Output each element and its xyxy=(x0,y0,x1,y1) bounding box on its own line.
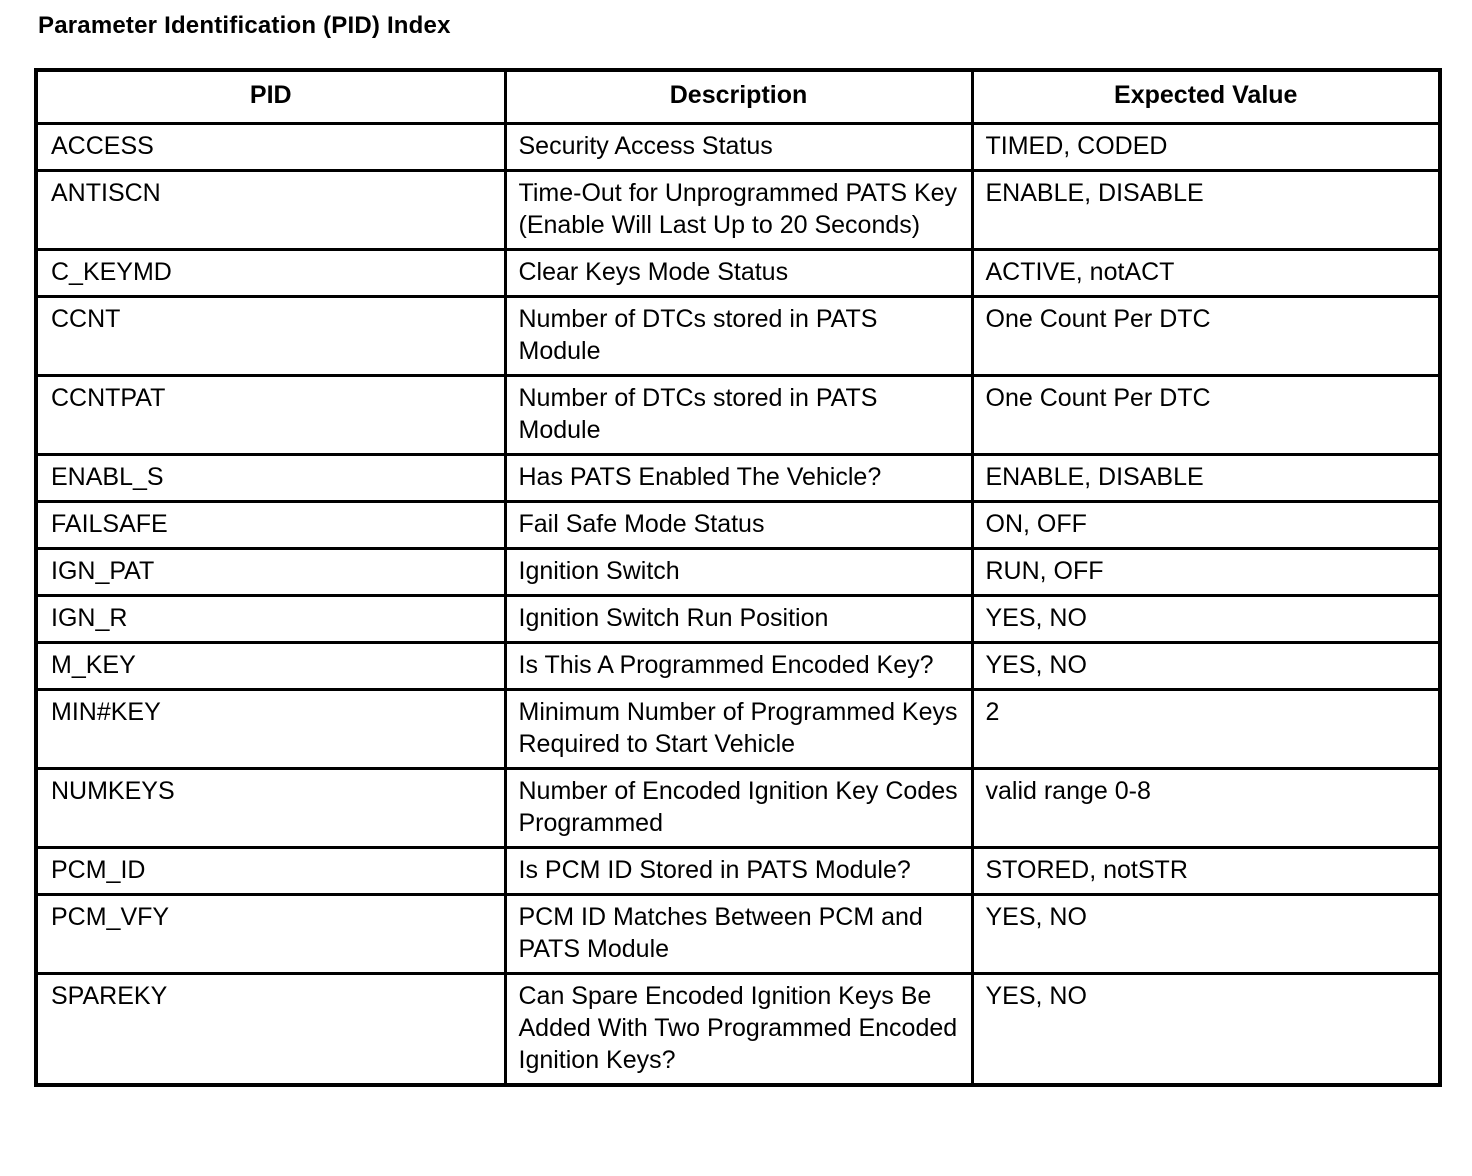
pid-cell: MIN#KEY xyxy=(36,690,505,769)
page-title: Parameter Identification (PID) Index xyxy=(38,12,451,39)
expected-value-cell: YES, NO xyxy=(972,643,1440,690)
pid-cell: M_KEY xyxy=(36,643,505,690)
expected-value-cell: TIMED, CODED xyxy=(972,124,1440,171)
description-cell: Number of Encoded Ignition Key Codes Programmed xyxy=(505,769,972,848)
pid-cell: PCM_ID xyxy=(36,848,505,895)
expected-value-cell: YES, NO xyxy=(972,895,1440,974)
description-cell: Is PCM ID Stored in PATS Module? xyxy=(505,848,972,895)
table-row xyxy=(36,171,1440,250)
expected-value-cell: 2 xyxy=(972,690,1440,769)
header-pid: PID xyxy=(36,70,505,124)
table-row xyxy=(36,250,1440,297)
pid-cell: C_KEYMD xyxy=(36,250,505,297)
description-cell: Fail Safe Mode Status xyxy=(505,502,972,549)
description-cell: Number of DTCs stored in PATS Module xyxy=(505,297,972,376)
description-cell: Minimum Number of Programmed Keys Required to Start Vehicle xyxy=(505,690,972,769)
table-row xyxy=(36,974,1440,1086)
pid-cell: IGN_R xyxy=(36,596,505,643)
pid-cell: CCNT xyxy=(36,297,505,376)
pid-cell: NUMKEYS xyxy=(36,769,505,848)
table-row xyxy=(36,690,1440,769)
pid-cell: ANTISCN xyxy=(36,171,505,250)
description-cell: Ignition Switch Run Position xyxy=(505,596,972,643)
expected-value-cell: One Count Per DTC xyxy=(972,297,1440,376)
header-description: Description xyxy=(505,70,972,124)
expected-value-cell: YES, NO xyxy=(972,974,1440,1086)
table-row xyxy=(36,596,1440,643)
expected-value-cell: YES, NO xyxy=(972,596,1440,643)
description-cell: Ignition Switch xyxy=(505,549,972,596)
table-row xyxy=(36,124,1440,171)
expected-value-cell: RUN, OFF xyxy=(972,549,1440,596)
expected-value-cell: ACTIVE, notACT xyxy=(972,250,1440,297)
table-row xyxy=(36,502,1440,549)
expected-value-cell: valid range 0-8 xyxy=(972,769,1440,848)
pid-cell: SPAREKY xyxy=(36,974,505,1086)
table-row xyxy=(36,643,1440,690)
description-cell: Security Access Status xyxy=(505,124,972,171)
header-expected-value: Expected Value xyxy=(972,70,1440,124)
description-cell: PCM ID Matches Between PCM and PATS Module xyxy=(505,895,972,974)
pid-cell: PCM_VFY xyxy=(36,895,505,974)
description-cell: Is This A Programmed Encoded Key? xyxy=(505,643,972,690)
description-cell: Clear Keys Mode Status xyxy=(505,250,972,297)
expected-value-cell: ON, OFF xyxy=(972,502,1440,549)
table-row xyxy=(36,549,1440,596)
table-row xyxy=(36,769,1440,848)
table-header-row xyxy=(36,70,1440,124)
table-row xyxy=(36,297,1440,376)
pid-cell: ENABL_S xyxy=(36,455,505,502)
table-row xyxy=(36,848,1440,895)
pid-cell: CCNTPAT xyxy=(36,376,505,455)
expected-value-cell: STORED, notSTR xyxy=(972,848,1440,895)
description-cell: Can Spare Encoded Ignition Keys Be Added With Two Programmed Encoded Ignition Keys? xyxy=(505,974,972,1086)
expected-value-cell: One Count Per DTC xyxy=(972,376,1440,455)
description-cell: Has PATS Enabled The Vehicle? xyxy=(505,455,972,502)
table-row xyxy=(36,455,1440,502)
table-row xyxy=(36,895,1440,974)
description-cell: Time-Out for Unprogrammed PATS Key (Enable Will Last Up to 20 Seconds) xyxy=(505,171,972,250)
pid-cell: IGN_PAT xyxy=(36,549,505,596)
expected-value-cell: ENABLE, DISABLE xyxy=(972,171,1440,250)
table-row xyxy=(36,376,1440,455)
pid-cell: FAILSAFE xyxy=(36,502,505,549)
description-cell: Number of DTCs stored in PATS Module xyxy=(505,376,972,455)
pid-cell: ACCESS xyxy=(36,124,505,171)
pid-index-table xyxy=(34,68,1442,1087)
expected-value-cell: ENABLE, DISABLE xyxy=(972,455,1440,502)
